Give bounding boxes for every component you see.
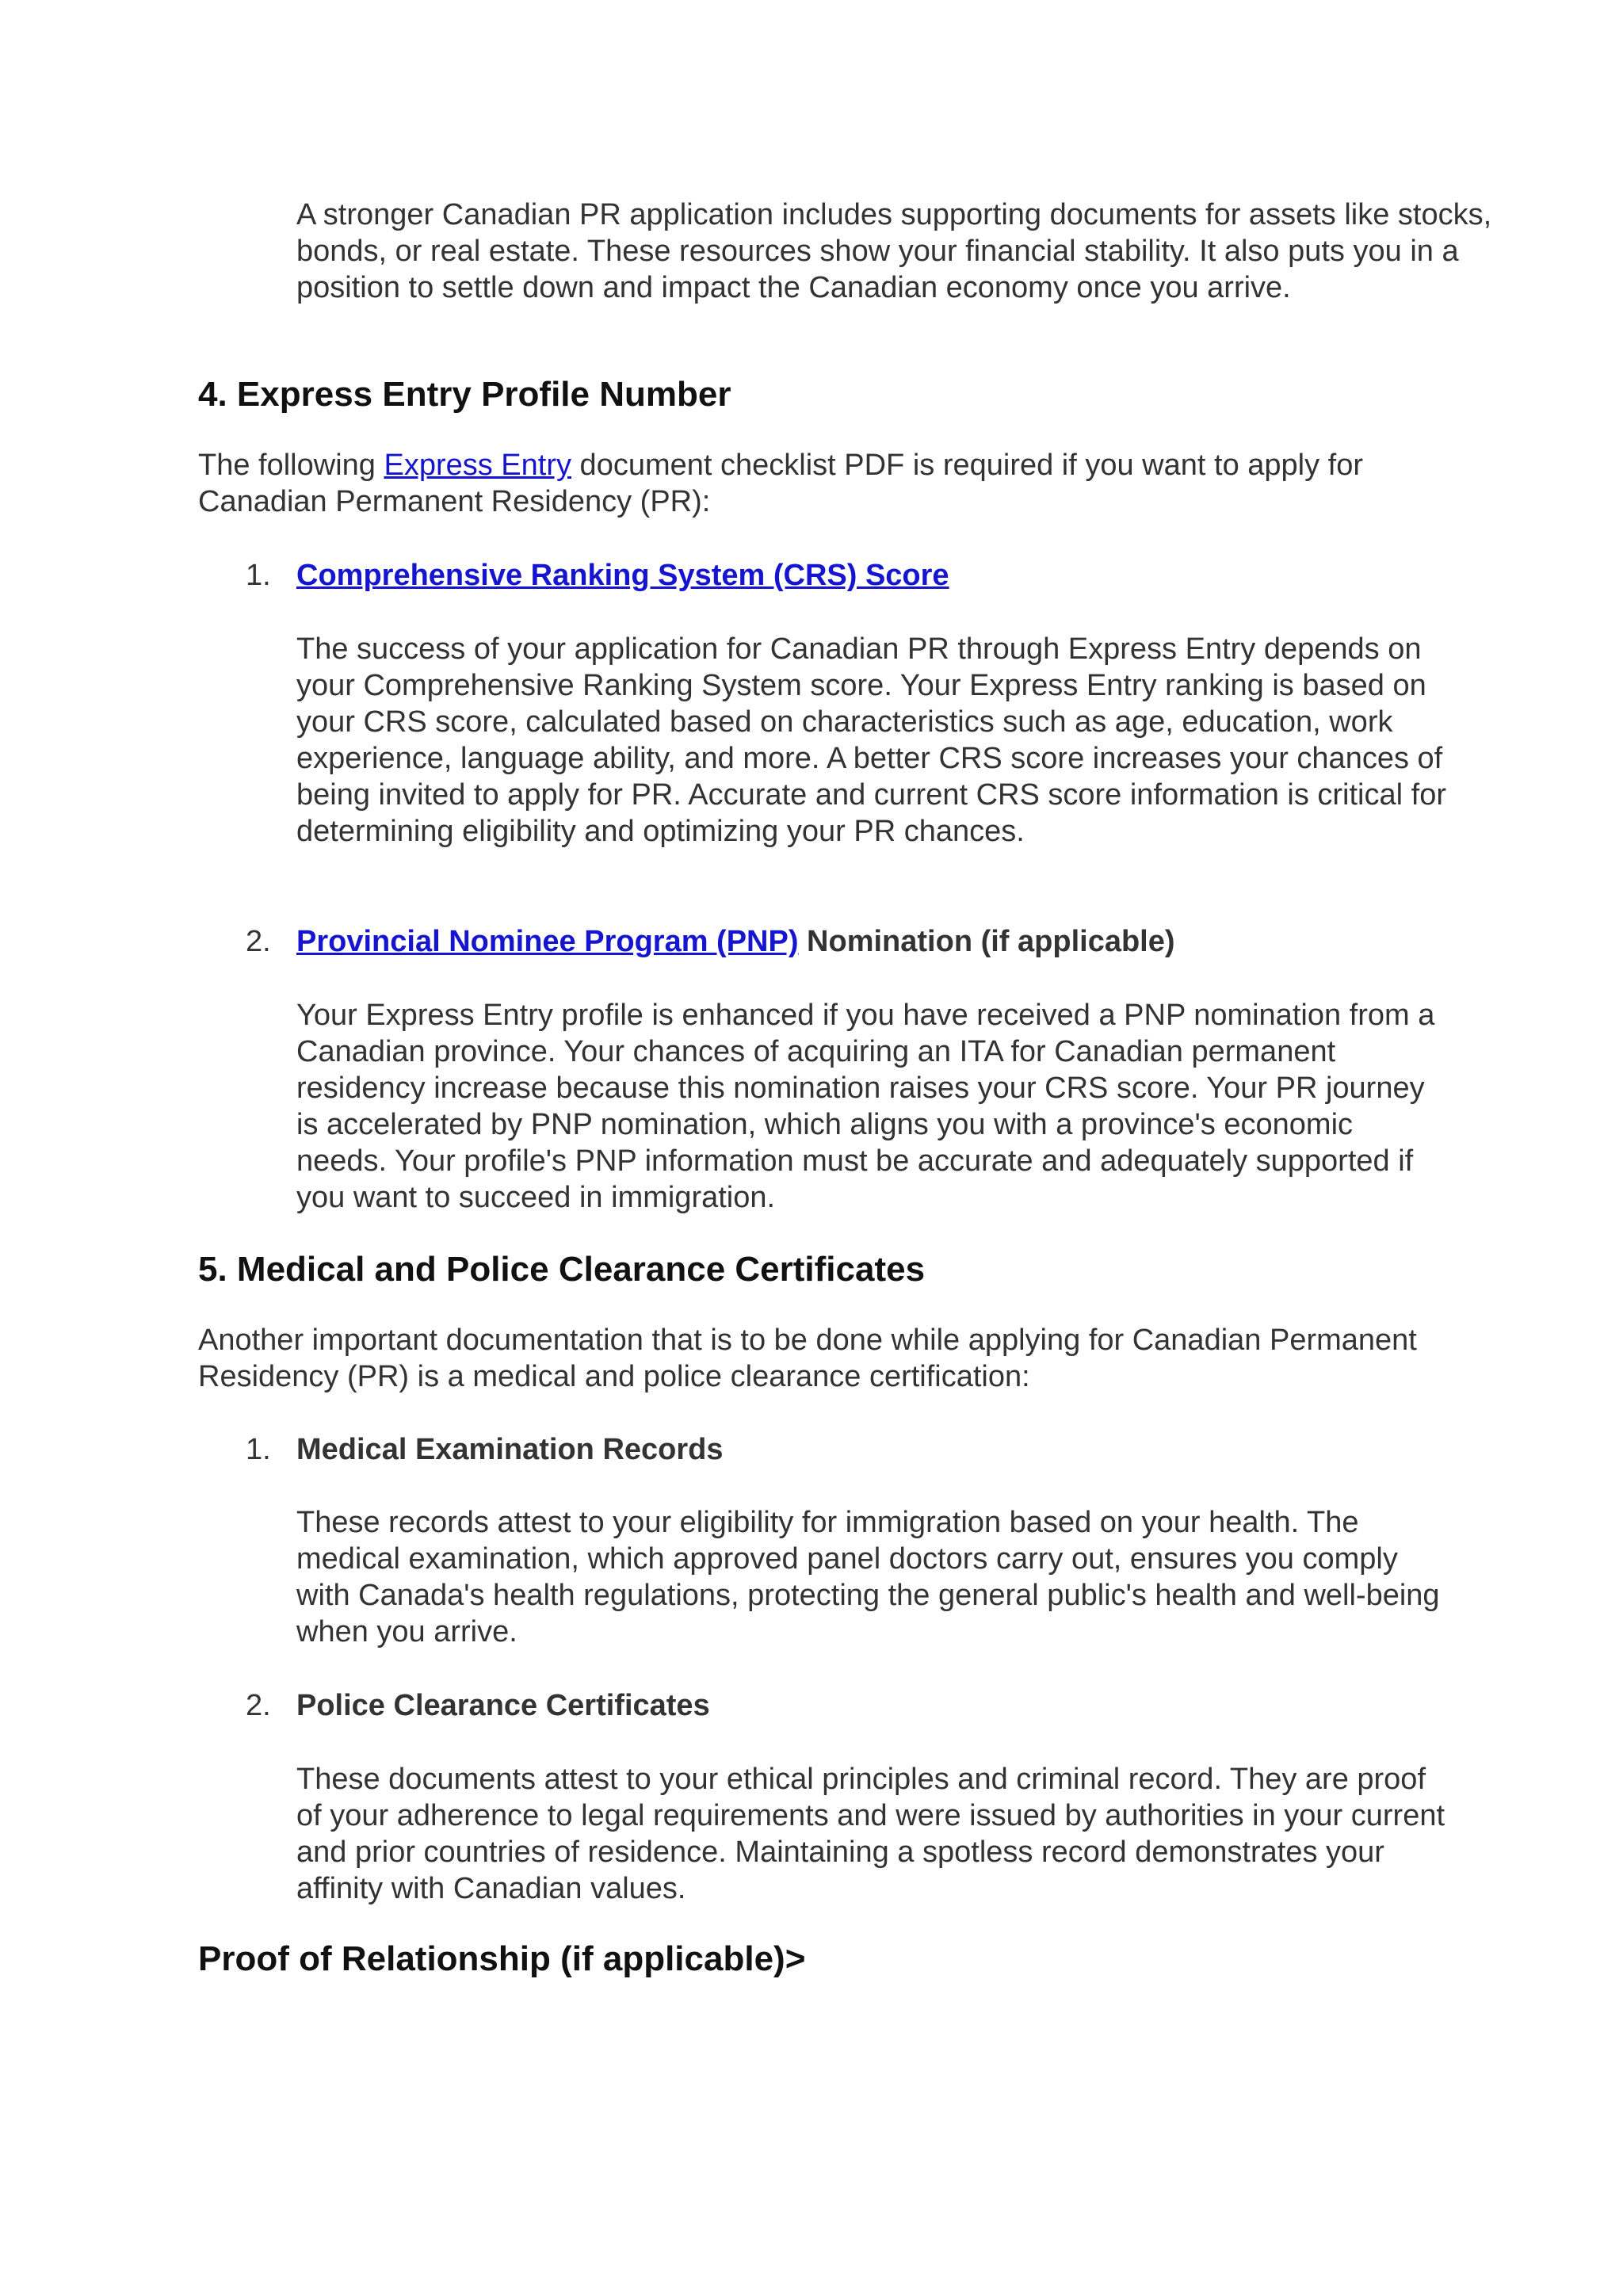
section-4-item-2 xyxy=(246,923,1450,960)
express-entry-link[interactable]: Express Entry xyxy=(384,449,571,482)
section-4-item-2-body: Your Express Entry profile is enhanced if you have received a PNP nomination from a Canadian province. Your chances of acquiring an ITA for Canadian permanent residency increase because this nomination raises your CRS score. Your PR journey is accelerated by PNP nomination, which aligns you with a province's economic needs. Your profile's PNP information must be accurate and adequately supported if you want to succeed in immigration. xyxy=(296,999,1435,1214)
section-4-intro xyxy=(198,447,1450,520)
section-5-item-1 xyxy=(246,1431,1450,1468)
section-4-item-1 xyxy=(246,557,1450,594)
item-title-rest: Nomination (if applicable) xyxy=(798,925,1175,958)
intro-paragraph: A stronger Canadian PR application includes supporting documents for assets like stocks, bonds, or real estate. These resources show your financial stability. It also puts you in a position to settle down and impact the Canadian economy once you arrive. xyxy=(296,198,1492,304)
section-6-heading: Proof of Relationship (if applicable)> xyxy=(198,1939,806,1978)
section-4-intro-after: document checklist PDF is required if you want to apply for Canadian Permanent Residency (PR): xyxy=(198,449,1364,518)
list-number: 2. xyxy=(246,1689,271,1722)
item-title: Medical Examination Records xyxy=(296,1433,724,1466)
pnp-link[interactable]: Provincial Nominee Program (PNP) xyxy=(296,925,799,958)
section-5-heading: 5. Medical and Police Clearance Certificates xyxy=(198,1250,926,1289)
section-4-intro-before: The following xyxy=(198,449,384,482)
section-4-heading: 4. Express Entry Profile Number xyxy=(198,375,731,414)
section-5-item-2 xyxy=(246,1687,1450,1724)
list-number: 1. xyxy=(246,1433,271,1466)
crs-score-link[interactable]: Comprehensive Ranking System (CRS) Score xyxy=(296,559,949,592)
section-4-item-1-body: The success of your application for Canadian PR through Express Entry depends on your Comprehensive Ranking System score. Your Express Entry ranking is based on your CRS score, calculated based on characteristics such as age, education, work experience, language ability, and more. A better CRS score increases your chances of being invited to apply for PR. Accurate and current CRS score information is critical for determining eligibility and optimizing your PR chances. xyxy=(296,632,1446,848)
section-5-intro: Another important documentation that is to be done while applying for Canadian Permanent Residency (PR) is a medical and police clearance certification: xyxy=(198,1324,1417,1393)
item-title: Police Clearance Certificates xyxy=(296,1689,710,1722)
list-number: 1. xyxy=(246,559,271,592)
list-number: 2. xyxy=(246,925,271,958)
section-5-item-1-body: These records attest to your eligibility for immigration based on your health. The medical examination, which approved panel doctors carry out, ensures you comply with Canada's health regulations, protecting the general public's health and well-being when you arrive. xyxy=(296,1506,1440,1648)
section-5-item-2-body: These documents attest to your ethical principles and criminal record. They are proof of your adherence to legal requirements and were issued by authorities in your current and prior countries of residence. Maintaining a spotless record demonstrates your affinity with Canadian values. xyxy=(296,1763,1445,1905)
